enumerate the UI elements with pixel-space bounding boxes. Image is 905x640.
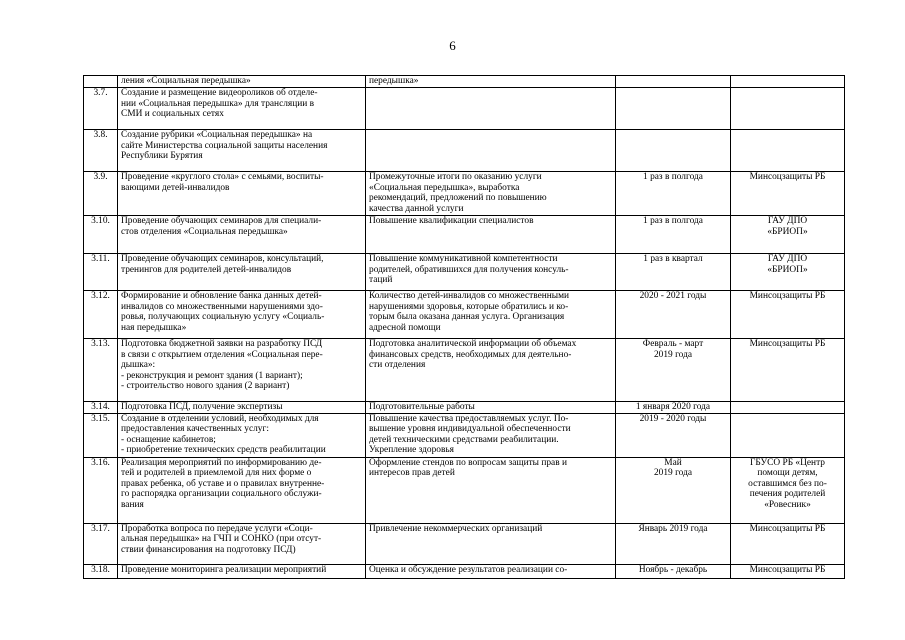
period-cell	[616, 457, 731, 523]
action-cell	[118, 457, 366, 523]
row-number: 3.8.	[84, 130, 118, 172]
action-cell-line: предоставления качественных услуг:	[121, 424, 269, 435]
action-cell-line: в связи с открытием отделения «Социальная пере-	[121, 349, 323, 360]
result-cell-line: Повышение квалификации специалистов	[369, 216, 534, 226]
action-cell	[118, 523, 366, 564]
result-cell-line: качества данной услуги	[369, 203, 464, 214]
action-cell-line: ления «Социальная передышка»	[121, 76, 251, 86]
row-number: 3.17.	[84, 523, 118, 564]
period-cell	[616, 523, 731, 564]
period-cell	[616, 76, 731, 88]
action-cell-line: Республики Бурятия	[121, 151, 203, 162]
responsible-cell	[731, 254, 845, 291]
responsible-cell	[731, 523, 845, 564]
responsible-cell	[731, 216, 845, 254]
result-cell	[366, 564, 616, 578]
row-number: 3.13.	[84, 339, 118, 402]
row-number: 3.11.	[84, 254, 118, 291]
action-cell	[118, 402, 366, 414]
period-cell-line: 2019 года	[653, 468, 693, 479]
result-cell	[366, 523, 616, 564]
row-number: 3.16.	[84, 457, 118, 523]
result-cell-line: Привлечение некоммерческих организаций	[369, 523, 543, 534]
responsible-cell-line: «БРИОП»	[767, 226, 808, 237]
action-cell	[118, 291, 366, 339]
responsible-cell	[731, 172, 845, 216]
action-cell-line: вающими детей-инвалидов	[121, 182, 230, 193]
row-number: 3.10.	[84, 216, 118, 254]
table-row	[84, 216, 845, 254]
action-cell	[118, 88, 366, 130]
action-cell-line: Проведение «круглого стола» с семьями, воспиты-	[121, 172, 324, 182]
responsible-cell-line: Минсоцзащиты РБ	[749, 339, 826, 349]
period-cell-line: Февраль - март	[642, 339, 704, 349]
responsible-cell	[731, 76, 845, 88]
action-cell	[118, 254, 366, 291]
table-row	[84, 254, 845, 291]
responsible-cell-line: оставшимся без по-	[748, 478, 827, 489]
action-cell	[118, 339, 366, 402]
period-cell-line: 1 раз в полгода	[643, 172, 703, 182]
result-cell-line: Повышение коммуникативной компетентности	[369, 254, 558, 264]
action-cell-line: Создание и размещение видеороликов об отделе-	[121, 88, 318, 98]
period-cell-line: 1 раз в полгода	[643, 216, 703, 226]
period-cell	[616, 130, 731, 172]
result-cell-line: Подготовительные работы	[369, 402, 475, 412]
period-cell-line: 2019 года	[653, 349, 693, 360]
responsible-cell-line: Минсоцзащиты РБ	[749, 564, 826, 575]
responsible-cell-line: помощи детям,	[757, 468, 818, 479]
action-cell	[118, 564, 366, 578]
period-cell	[616, 413, 731, 457]
action-cell-line: инвалидов со множественными нарушениями здо-	[121, 301, 323, 312]
result-cell-line: Оценка и обсуждение результатов реализации со-	[369, 564, 568, 575]
result-cell	[366, 402, 616, 414]
period-cell	[616, 291, 731, 339]
period-cell-line: 1 раз в квартал	[643, 254, 703, 264]
result-cell	[366, 76, 616, 88]
action-cell-line: го распорядка организации социального обслужи-	[121, 489, 322, 500]
action-cell-line: альная передышка» на ГЧП и СОНКО (при отсут-	[121, 534, 322, 545]
result-cell-line: адресной помощи	[369, 322, 441, 333]
action-cell-line: Реализация мероприятий по информированию де-	[121, 457, 322, 468]
responsible-cell	[731, 339, 845, 402]
responsible-cell	[731, 564, 845, 578]
action-cell-line: ная передышка»	[121, 322, 187, 333]
action-cell-line: правах ребенка, об уставе и о правилах внутренне-	[121, 478, 325, 489]
result-cell-line: Укрепление здоровья	[369, 445, 454, 456]
result-cell-line: Оформление стендов по вопросам защиты прав и	[369, 457, 567, 468]
result-cell-line: передышка»	[369, 76, 419, 86]
result-cell	[366, 291, 616, 339]
table-row	[84, 457, 845, 523]
action-cell-line: дышка»:	[121, 360, 156, 371]
result-cell-line: вышение уровня индивидуальной обеспеченности	[369, 424, 571, 435]
action-cell-line: Проработка вопроса по передаче услуги «Соци-	[121, 523, 313, 534]
action-cell-line: Подготовка ПСД, получение экспертизы	[121, 402, 283, 412]
table-row	[84, 76, 845, 88]
result-cell-line: «Социальная передышка», выработка	[369, 182, 520, 193]
responsible-cell-line: Минсоцзащиты РБ	[749, 172, 826, 182]
row-number: 3.15.	[84, 413, 118, 457]
action-cell	[118, 216, 366, 254]
period-cell	[616, 216, 731, 254]
result-cell-line: Подготовка аналитической информации об объемах	[369, 339, 577, 349]
period-cell	[616, 172, 731, 216]
page-number: 6	[449, 38, 456, 53]
action-cell-line: вания	[121, 499, 144, 510]
result-cell	[366, 130, 616, 172]
responsible-cell-line: ГАУ ДПО	[767, 216, 808, 226]
period-cell-line: Ноябрь - декабрь	[638, 564, 708, 575]
table-row	[84, 88, 845, 130]
result-cell	[366, 254, 616, 291]
period-cell-line: 2020 - 2021 годы	[639, 291, 707, 301]
responsible-cell	[731, 291, 845, 339]
result-cell-line: торым была оказана данная услуга. Организация	[369, 312, 565, 323]
responsible-cell	[731, 413, 845, 457]
action-cell-line: Подготовка бюджетной заявки на разработку ПСД	[121, 339, 323, 349]
action-plan-table	[83, 75, 845, 579]
action-cell	[118, 172, 366, 216]
result-cell-line: рекомендаций, предложений по повышению	[369, 193, 547, 204]
table-row	[84, 564, 845, 578]
result-cell-line: родителей, обратившихся для получения консуль-	[369, 264, 569, 275]
responsible-cell-line: ГАУ ДПО	[767, 254, 808, 264]
result-cell-line: сти отделения	[369, 360, 426, 371]
responsible-cell-line: Минсоцзащиты РБ	[749, 523, 826, 534]
result-cell-line: Повышение качества предоставляемых услуг. По-	[369, 413, 569, 424]
table-row	[84, 523, 845, 564]
result-cell	[366, 457, 616, 523]
result-cell	[366, 413, 616, 457]
result-cell	[366, 339, 616, 402]
result-cell-line: финансовых средств, необходимых для деятельно-	[369, 349, 572, 360]
result-cell-line: Промежуточные итоги по оказанию услуги	[369, 172, 542, 182]
row-number: 3.12.	[84, 291, 118, 339]
period-cell	[616, 402, 731, 414]
action-cell-line: Проведение мониторинга реализации мероприятий	[121, 564, 327, 575]
responsible-cell	[731, 402, 845, 414]
responsible-cell	[731, 457, 845, 523]
period-cell	[616, 564, 731, 578]
action-cell-line: стов отделения «Социальная передышка»	[121, 226, 288, 237]
result-cell	[366, 216, 616, 254]
result-cell-line: интересов прав детей	[369, 468, 455, 479]
responsible-cell	[731, 130, 845, 172]
action-cell-line: - оснащение кабинетов;	[121, 434, 216, 445]
action-cell-line: нии «Социальная передышка» для трансляции в	[121, 98, 315, 109]
period-cell-line: 1 января 2020 года	[635, 402, 711, 412]
row-number: 3.18.	[84, 564, 118, 578]
table-row	[84, 413, 845, 457]
result-cell-line: нарушениями здоровья, которые обратились и ко-	[369, 301, 569, 312]
period-cell	[616, 339, 731, 402]
action-cell-line: Создание в отделении условий, необходимых для	[121, 413, 319, 424]
responsible-cell-line: ГБУСО РБ «Центр	[750, 457, 825, 468]
row-number: 3.7.	[84, 88, 118, 130]
row-number: 3.9.	[84, 172, 118, 216]
period-cell	[616, 88, 731, 130]
action-cell-line: Проведение обучающих семинаров, консультаций,	[121, 254, 324, 264]
action-cell	[118, 76, 366, 88]
action-cell-line: - приобретение технических средств реабилитации	[121, 445, 326, 456]
result-cell	[366, 88, 616, 130]
table-row	[84, 339, 845, 402]
responsible-cell-line: печения родителей	[749, 489, 826, 500]
row-number	[84, 76, 118, 88]
result-cell-line: детей техническими средствами реабилитации.	[369, 434, 559, 445]
action-cell-line: ствии финансирования на подготовку ПСД)	[121, 544, 296, 555]
table-row	[84, 402, 845, 414]
period-cell-line: Май	[664, 457, 682, 468]
period-cell	[616, 254, 731, 291]
responsible-cell-line: «Ровесник»	[764, 499, 811, 510]
action-cell-line: Создание рубрики «Социальная передышка» на	[121, 130, 313, 140]
action-cell-line: Формирование и обновление банка данных детей-	[121, 291, 322, 301]
responsible-cell	[731, 88, 845, 130]
row-number: 3.14.	[84, 402, 118, 414]
result-cell	[366, 172, 616, 216]
action-cell-line: СМИ и социальных сетях	[121, 109, 224, 120]
action-cell-line: сайте Министерства социальной защиты населения	[121, 140, 328, 151]
responsible-cell-line: Минсоцзащиты РБ	[749, 291, 826, 301]
action-cell-line: тренингов для родителей детей-инвалидов	[121, 264, 292, 275]
action-cell	[118, 130, 366, 172]
table-row	[84, 291, 845, 339]
table-row	[84, 130, 845, 172]
action-cell-line: Проведение обучающих семинаров для специали-	[121, 216, 322, 226]
result-cell-line: Количество детей-инвалидов со множественными	[369, 291, 570, 301]
result-cell-line: таций	[369, 275, 393, 286]
period-cell-line: 2019 - 2020 годы	[639, 413, 707, 424]
action-cell-line: тей и родителей в приемлемой для них форме о	[121, 468, 312, 479]
action-cell-line: ровья, получающих социальную услугу «Социаль-	[121, 312, 325, 323]
responsible-cell-line: «БРИОП»	[767, 264, 808, 275]
table-row	[84, 172, 845, 216]
period-cell-line: Январь 2019 года	[638, 523, 708, 534]
action-cell-line: - строительство нового здания (2 вариант)	[121, 381, 290, 392]
action-cell	[118, 413, 366, 457]
action-cell-line: - реконструкция и ремонт здания (1 вариант);	[121, 370, 303, 381]
